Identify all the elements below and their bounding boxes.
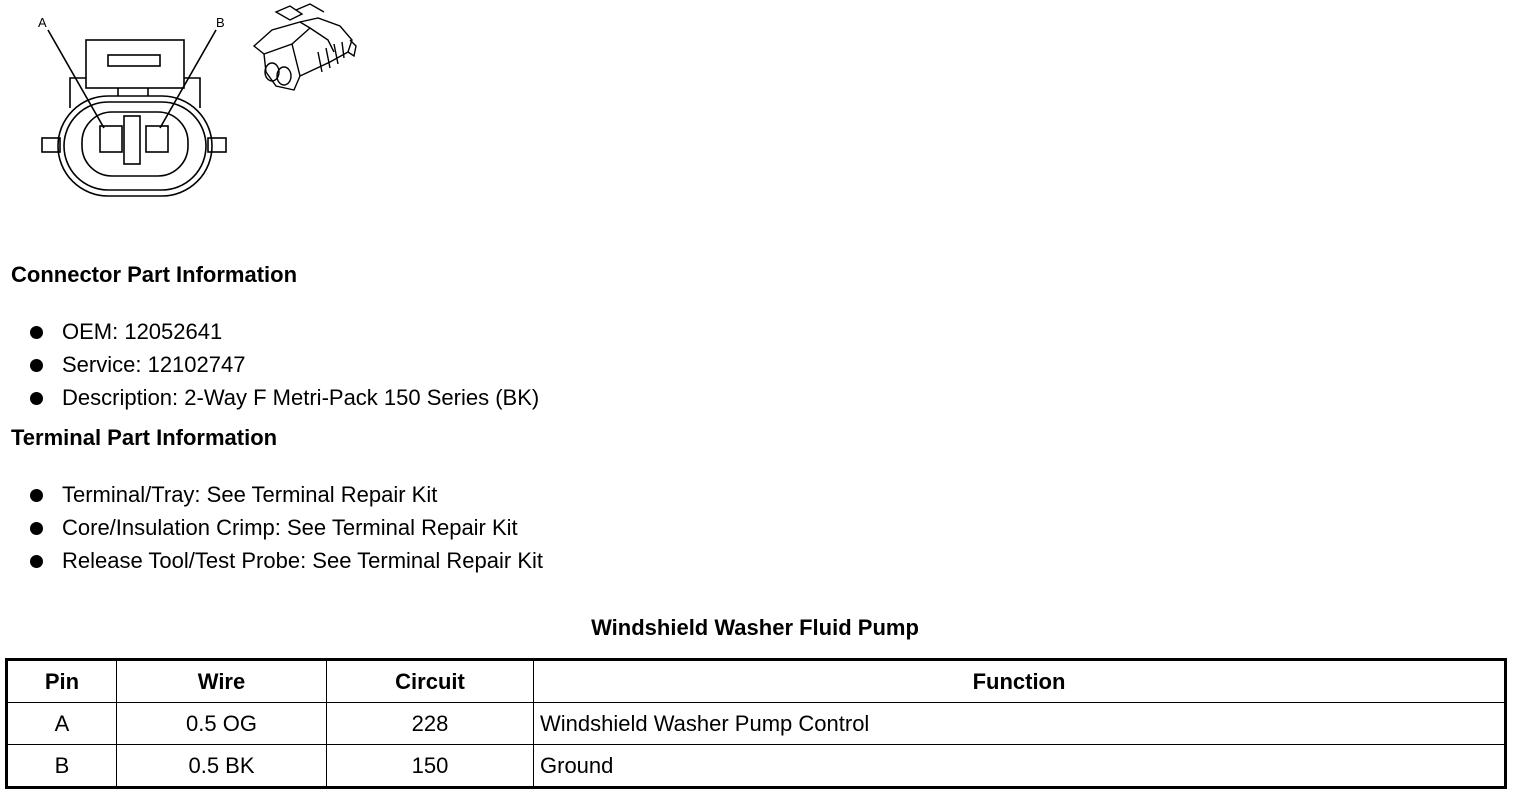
bullet-icon — [30, 522, 43, 535]
pin-a-terminal — [100, 126, 122, 152]
bullet-icon — [30, 392, 43, 405]
pin-table — [5, 658, 1507, 789]
cell-wire: 0.5 OG — [117, 703, 327, 745]
bullet-icon — [30, 326, 43, 339]
connector-cavity — [82, 112, 188, 176]
pin-a-label: A — [38, 15, 47, 30]
latch-slot — [108, 55, 160, 66]
bullet-icon — [30, 555, 43, 568]
bullet-icon — [30, 489, 43, 502]
connector-info-list — [30, 315, 539, 414]
header-pin: Pin — [7, 660, 117, 703]
cell-function: Ground — [534, 745, 1506, 788]
list-item: Service: 12102747 — [30, 348, 539, 381]
table-row — [7, 745, 1506, 788]
connector-latch — [86, 40, 184, 88]
pin-b-leader — [160, 30, 216, 128]
header-function: Function — [534, 660, 1506, 703]
table-title: Windshield Washer Fluid Pump — [591, 615, 919, 640]
table-row — [7, 703, 1506, 745]
right-tab — [208, 138, 226, 152]
cell-pin: A — [7, 703, 117, 745]
list-item: Core/Insulation Crimp: See Terminal Repair Kit — [30, 511, 543, 544]
center-key — [124, 116, 140, 164]
terminal-info-list — [30, 478, 543, 577]
connector-info-title: Connector Part Information — [11, 262, 298, 287]
connector-isometric-view — [254, 4, 356, 90]
pin-b-terminal — [146, 126, 168, 152]
pin-a-leader — [48, 30, 104, 128]
cell-circuit: 228 — [327, 703, 534, 745]
list-item: Description: 2-Way F Metri-Pack 150 Series (BK) — [30, 381, 539, 414]
table-header-row — [7, 660, 1506, 703]
pin-b-label: B — [216, 15, 225, 30]
cell-wire: 0.5 BK — [117, 745, 327, 788]
connector-face-diagram — [0, 0, 380, 210]
cell-function: Windshield Washer Pump Control — [534, 703, 1506, 745]
cell-pin: B — [7, 745, 117, 788]
header-wire: Wire — [117, 660, 327, 703]
header-circuit: Circuit — [327, 660, 534, 703]
list-item: Terminal/Tray: See Terminal Repair Kit — [30, 478, 543, 511]
cell-circuit: 150 — [327, 745, 534, 788]
list-item: OEM: 12052641 — [30, 315, 539, 348]
list-item: Release Tool/Test Probe: See Terminal Repair Kit — [30, 544, 543, 577]
terminal-info-title: Terminal Part Information — [11, 425, 278, 450]
bullet-icon — [30, 359, 43, 372]
